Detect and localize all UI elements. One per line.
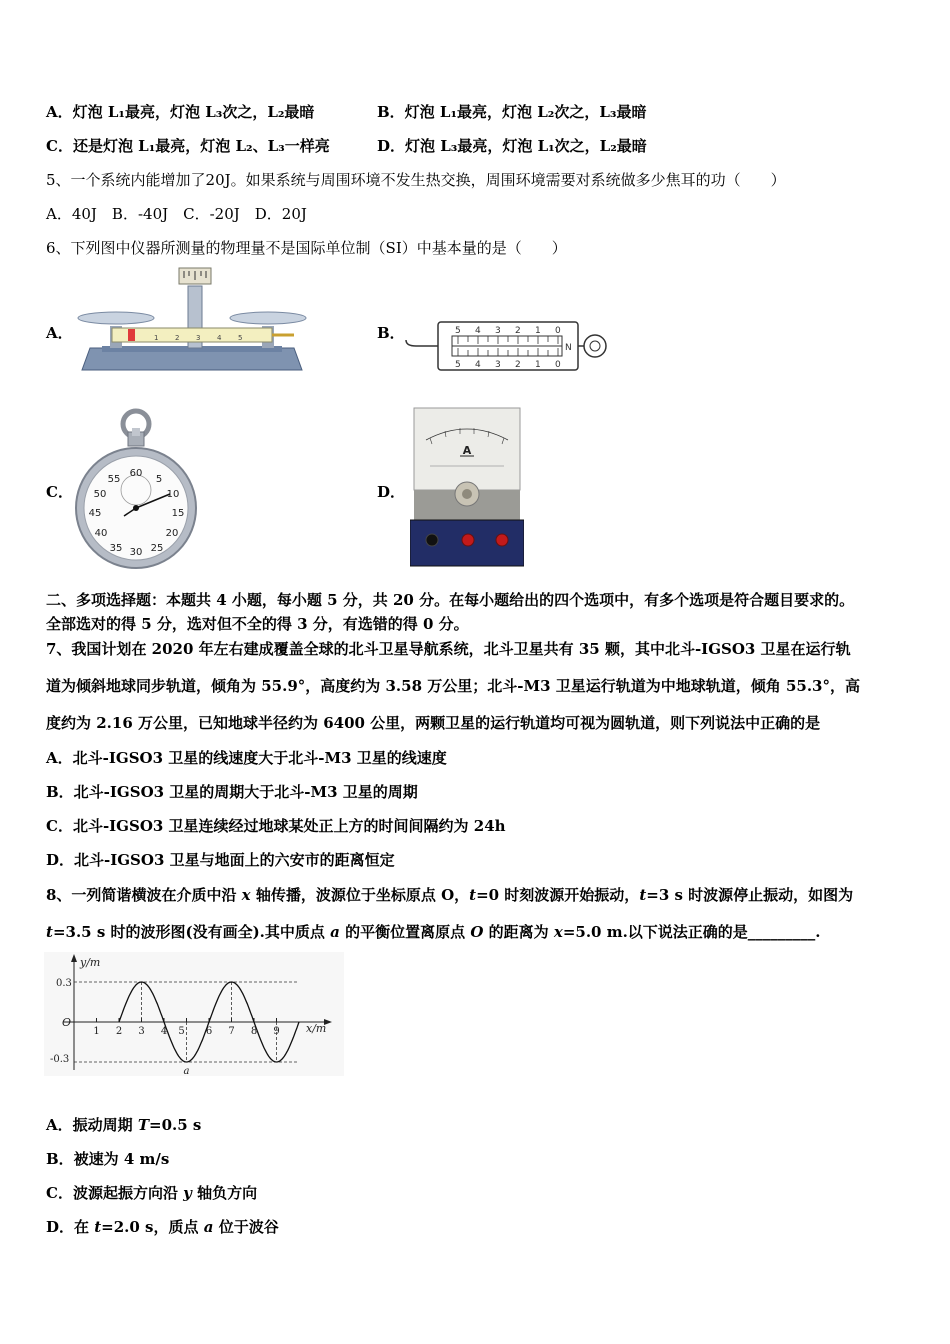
ammeter-figure <box>410 404 524 570</box>
balance-scale-figure <box>72 266 312 378</box>
q7-option-a: A．北斗-IGSO3 卫星的线速度大于北斗-M3 卫星的线速度 <box>46 749 447 767</box>
q7-stem-line1: 7、我国计划在 2020 年左右建成覆盖全球的北斗卫星导航系统，北斗卫星共有 35 颗，其中北斗-IGSO3 卫星在运行轨 <box>46 640 851 658</box>
x-tick-label: 9 <box>273 1026 280 1037</box>
q7-stem-line2: 道为倾斜地球同步轨道，倾角为 55.9°，高度约为 3.58 万公里；北斗-M3 卫星运行轨道为中地球轨道，倾角 55.3°，高 <box>46 677 860 695</box>
spring-tick: 5 <box>455 360 461 370</box>
q7-option-c: C．北斗-IGSO3 卫星连续经过地球某处正上方的时间间隔约为 24h <box>46 817 506 835</box>
scale-tick: 2 <box>175 334 180 342</box>
q8-stem-line1: 8、一列简谐横波在介质中沿 x 轴传播，波源位于坐标原点 O，t=0 时刻波源开始振动，t=3 s 时波源停止振动，如图为 <box>46 886 854 904</box>
q4-option-c: C．还是灯泡 L₁最亮，灯泡 L₂、L₃一样亮 <box>46 137 330 155</box>
spring-tick: 2 <box>515 326 521 336</box>
stopwatch-tick: 55 <box>107 474 121 485</box>
graph-xlabel: x/m <box>306 1022 327 1035</box>
x-tick-label: 2 <box>115 1026 123 1037</box>
q8-option-d: D．在 t=2.0 s，质点 a 位于波谷 <box>46 1218 279 1236</box>
spring-tick: 1 <box>535 360 541 370</box>
q7-stem-line3: 度约为 2.16 万公里，已知地球半径约为 6400 公里，两颗卫星的运行轨道均可视为圆轨道，则下列说法中正确的是 <box>46 714 821 732</box>
q8-option-b: B．被速为 4 m/s <box>46 1150 170 1168</box>
section2-heading-line1: 二、多项选择题：本题共 4 小题，每小题 5 分，共 20 分。在每小题给出的四个选项中，有多个选项是符合题目要求的。 <box>46 591 855 609</box>
spring-tick: 2 <box>515 360 521 370</box>
graph-origin-label: O <box>62 1016 72 1029</box>
stopwatch-tick: 50 <box>93 489 107 500</box>
q4-option-b: B．灯泡 L₁最亮，灯泡 L₂次之，L₃最暗 <box>377 103 647 121</box>
x-tick-label: 3 <box>138 1026 145 1037</box>
spring-tick: 5 <box>455 326 461 336</box>
scale-tick: 4 <box>217 334 222 342</box>
section2-heading-line2: 全部选对的得 5 分，选对但不全的得 3 分，有选错的得 0 分。 <box>46 615 469 633</box>
q6-label-c: C． <box>46 483 73 501</box>
q6-stem: 6、下列图中仪器所测量的物理量不是国际单位制（SI）中基本量的是（ ） <box>46 239 567 257</box>
x-tick-label: 7 <box>228 1026 235 1037</box>
ammeter-symbol: A <box>462 444 472 457</box>
stopwatch-figure <box>72 404 200 570</box>
q6-label-d: D． <box>377 483 406 501</box>
graph-ylabel: y/m <box>80 956 101 969</box>
q5-stem: 5、一个系统内能增加了20J。如果系统与周围环境不发生热交换，周围环境需要对系统做多少焦耳的功（ ） <box>46 171 786 189</box>
spring-tick: 3 <box>495 360 501 370</box>
stopwatch-tick: 35 <box>109 543 123 554</box>
spring-tick: 0 <box>555 360 561 370</box>
q6-label-a: A． <box>46 324 73 342</box>
q8-stem-line2: t=3.5 s 时的波形图(没有画全).其中质点 a 的平衡位置离原点 O 的距离为 x=5.0 m.以下说法正确的是_________. <box>46 923 821 941</box>
graph-ytop-label: 0.3 <box>56 978 72 989</box>
stopwatch-tick: 45 <box>88 508 102 519</box>
scale-tick: 1 <box>154 334 159 342</box>
q7-option-b: B．北斗-IGSO3 卫星的周期大于北斗-M3 卫星的周期 <box>46 783 418 801</box>
stopwatch-tick: 15 <box>171 508 185 519</box>
q5-options: A．40J B．-40J C．-20J D．20J <box>46 205 307 223</box>
wave-graph <box>44 952 344 1076</box>
x-tick-label: 8 <box>250 1026 258 1037</box>
spring-tick: 3 <box>495 326 501 336</box>
x-tick-label: 1 <box>93 1026 100 1037</box>
q6-label-b: B． <box>377 324 405 342</box>
stopwatch-tick: 60 <box>129 468 143 479</box>
graph-ybot-label: -0.3 <box>50 1054 70 1065</box>
x-tick-label: 4 <box>160 1026 168 1037</box>
q8-option-a: A．振动周期 T=0.5 s <box>46 1116 202 1134</box>
x-tick-label: 5 <box>178 1026 185 1037</box>
spring-balance-figure <box>402 316 612 376</box>
scale-tick: 5 <box>238 334 243 342</box>
q4-option-d: D．灯泡 L₃最亮，灯泡 L₁次之，L₂最暗 <box>377 137 647 155</box>
stopwatch-tick: 25 <box>150 543 164 554</box>
x-tick-label: 6 <box>205 1026 213 1037</box>
spring-unit: N <box>565 343 572 353</box>
spring-tick: 4 <box>475 360 481 370</box>
stopwatch-tick: 30 <box>129 547 143 558</box>
q4-option-a: A．灯泡 L₁最亮，灯泡 L₃次之，L₂最暗 <box>46 103 315 121</box>
stopwatch-tick: 10 <box>166 489 180 500</box>
stopwatch-tick: 20 <box>165 528 179 539</box>
stopwatch-tick: 5 <box>155 474 163 485</box>
spring-tick: 1 <box>535 326 541 336</box>
q7-option-d: D．北斗-IGSO3 卫星与地面上的六安市的距离恒定 <box>46 851 395 869</box>
spring-tick: 4 <box>475 326 481 336</box>
scale-tick: 3 <box>196 334 201 342</box>
spring-tick: 0 <box>555 326 561 336</box>
graph-point-a-label: a <box>183 1066 190 1076</box>
stopwatch-tick: 40 <box>94 528 108 539</box>
q8-option-c: C．波源起振方向沿 y 轴负方向 <box>46 1184 258 1202</box>
